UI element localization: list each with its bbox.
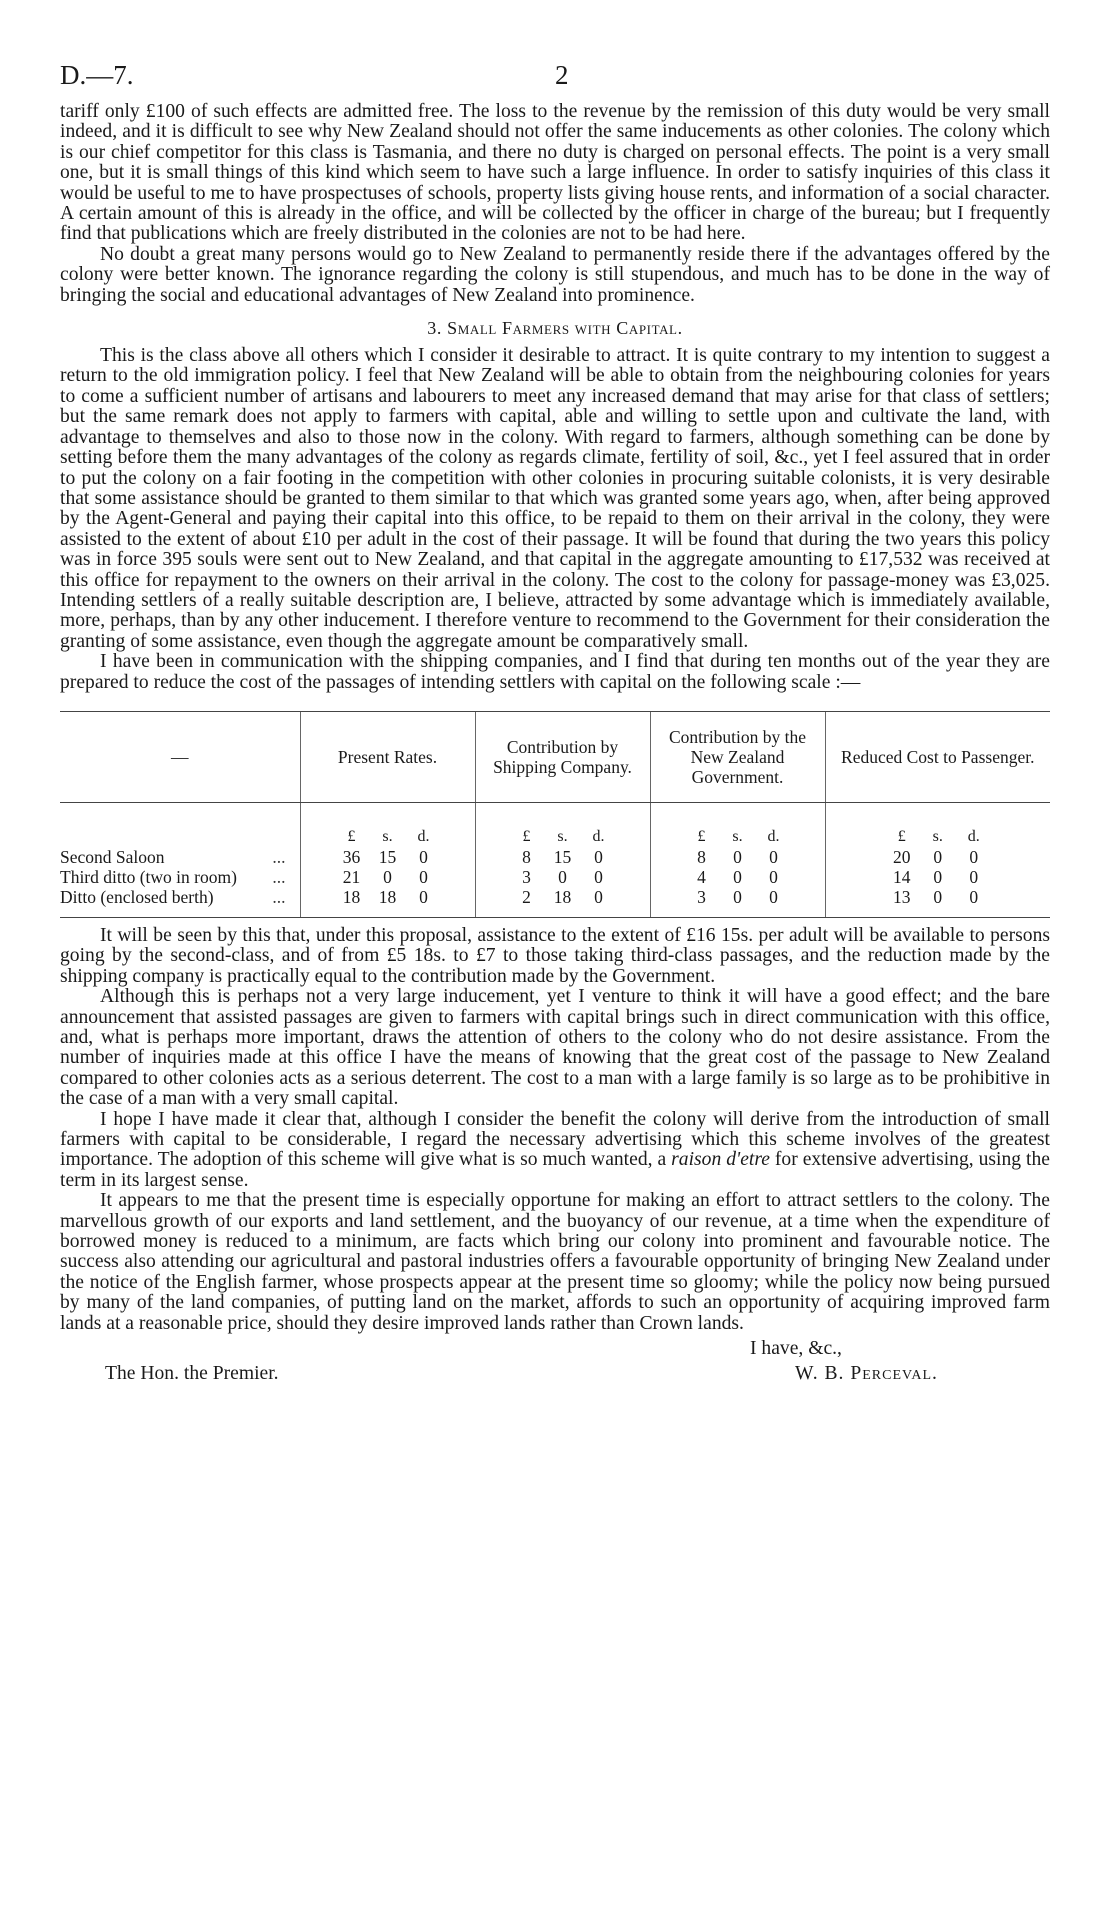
cell-pounds: 4 — [697, 866, 706, 887]
document-reference: D.—7. — [60, 60, 134, 90]
cell-pence: 0 — [969, 846, 979, 867]
table-row — [60, 847, 1050, 867]
cell-pence: 0 — [594, 846, 603, 867]
passage-rates-table — [60, 711, 1050, 918]
cell-pounds: 8 — [522, 846, 531, 867]
closing-line: I have, &c., — [750, 1338, 842, 1360]
unit-pounds: £ — [347, 827, 356, 845]
paragraph: tariff only £100 of such effects are admitted free. The loss to the revenue by the remission of this duty would be very small indeed, and it is difficult to see why New Zealand should not offer the same inducements as other colonies. The colony which is our chief competitor for this class is Tasmania, and there no duty is charged on personal effects. The point is a very small one, but it is small things of this kind which seem to have such a large influence. In order to satisfy inquiries of this class it would be useful to me to have prospectuses of schools, property lists giving house rents, and information of a social character. A certain amount of this is already in the office, and will be collected by the officer in charge of the bureau; but I frequently find that publications which are freely distributed in the colonies are not to be had here. — [60, 101, 1050, 245]
cell-shillings: 0 — [933, 866, 943, 887]
unit-pence: d. — [592, 827, 605, 845]
leader-dots: ... — [272, 886, 286, 907]
unit-shillings: s. — [732, 827, 743, 845]
cell-shillings: 15 — [553, 846, 572, 867]
unit-pounds: £ — [522, 827, 531, 845]
cell-pounds: 13 — [893, 886, 911, 907]
cell-pence: 0 — [594, 866, 603, 887]
paragraph: It will be seen by this that, under this proposal, assistance to the extent of £16 15s. per adult will be available to persons going by the second-class, and of from £5 18s. to £7 to those taking third-class passages, and the reduction made by the shipping company is practically equal to the contribution made by the Government. — [60, 924, 1050, 987]
cell-shillings: 0 — [933, 846, 943, 867]
unit-pence: d. — [767, 827, 780, 845]
leader-dots: ... — [272, 846, 286, 867]
cell-pence: 0 — [769, 866, 778, 887]
column-header-shipping-contribution: Contribution by Shipping Company. — [475, 711, 650, 802]
unit-pounds: £ — [897, 827, 906, 845]
cell-shillings: 0 — [733, 886, 742, 907]
cell-pounds: 21 — [342, 866, 361, 887]
table-row — [60, 887, 1050, 918]
cell-shillings: 0 — [383, 866, 392, 887]
cell-pounds: 3 — [522, 866, 531, 887]
sign-off — [60, 1338, 1050, 1388]
column-header-label: — — [60, 711, 300, 802]
units-row — [60, 802, 1050, 847]
page-number: 2 — [555, 60, 569, 90]
paragraph: Although this is perhaps not a very large inducement, yet I venture to think it will have a good effect; and the bare announcement that assisted passages are given to farmers with capital brings such in direct communication with this office, and, what is perhaps more important, draws the attention of others to the colony who do not desire assistance. From the number of inquiries made at this office I have the means of knowing that the great cost of the passage to New Zealand compared to other colonies acts as a serious deterrent. The cost to a man with a large family is so large as to be prohibitive in the case of a man with a very small capital. — [60, 986, 1050, 1110]
cell-pence: 0 — [769, 846, 778, 867]
cell-pounds: 14 — [893, 866, 911, 887]
paragraph — [60, 1110, 1050, 1192]
cell-shillings: 18 — [553, 886, 572, 907]
page-header — [60, 60, 1050, 102]
text-run: for extensive advertising, using the term in its largest sense. — [60, 1149, 1050, 1191]
row-label: Ditto (enclosed berth) — [60, 886, 214, 907]
cell-pounds: 2 — [522, 886, 531, 907]
text-run: I hope I have made it clear that, although I consider the benefit the colony will derive from the introduction of small farmers with capital to be considerable, I regard the necessary advertising which this scheme involves of the greatest importance. The adoption of this scheme will give what is so much wanted, a — [60, 1108, 1050, 1171]
unit-shillings: s. — [932, 827, 943, 845]
signature: W. B. Perceval. — [795, 1363, 938, 1385]
column-header-government-contribution: Contribution by the New Zealand Government. — [650, 711, 825, 802]
unit-pounds: £ — [697, 827, 706, 845]
row-label: Second Saloon — [60, 846, 165, 867]
addressee: The Hon. the Premier. — [105, 1363, 279, 1385]
table-row — [60, 867, 1050, 887]
paragraph: No doubt a great many persons would go to New Zealand to permanently reside there if the advantages offered by the colony were better known. The ignorance regarding the colony is still stupendous, and much has to be done in the way of bringing the social and educational advantages of New Zealand into prominence. — [60, 243, 1050, 306]
cell-pence: 0 — [419, 886, 428, 907]
leader-dots: ... — [272, 866, 286, 887]
unit-shillings: s. — [382, 827, 393, 845]
cell-pounds: 3 — [697, 886, 706, 907]
cell-shillings: 0 — [933, 886, 943, 907]
unit-shillings: s. — [557, 827, 568, 845]
column-header-present-rates: Present Rates. — [300, 711, 475, 802]
cell-shillings: 18 — [378, 886, 397, 907]
cell-shillings: 0 — [558, 866, 567, 887]
cell-pence: 0 — [419, 846, 428, 867]
section-heading: 3. Small Farmers with Capital. — [427, 318, 683, 339]
paragraph: This is the class above all others which I consider it desirable to attract. It is quite contrary to my intention to suggest a return to the old immigration policy. I feel that New Zealand will be able to obtain from the neighbouring colonies for years to come a sufficient number of artisans and labourers to meet any increased demand that may arise for that class of settlers; but the same remark does not apply to farmers with capital, able and willing to settle upon and cultivate the land, with advantage to themselves and also to those now in the colony. With regard to farmers, although something can be done by setting before them the many advantages of the colony as regards climate, fertility of soil, &c., yet I feel assured that in order to put the colony on a fair footing in the competition with other colonies in procuring suitable colonists, it is very desirable that some assistance should be granted to them similar to that which was granted some years ago, when, after being approved by the Agent-General and paying their capital into this office, to be repaid to them on their arrival in the colony, they were assisted to the extent of about £10 per adult in the cost of their passage. It will be found that during the two years this policy was in force 395 souls were sent out to New Zealand, and that capital in the aggregate amounting to £17,532 was received at this office for repayment to the owners on their arrival in the colony. The cost to the colony for passage-money was £3,025. Intending settlers of a really suitable description are, I believe, attracted by some advantage which is immediately available, more, perhaps, than by any other inducement. I therefore venture to recommend to the Government for their consideration the granting of some assistance, even though the aggregate amount be comparatively small. — [60, 345, 1050, 652]
unit-pence: d. — [967, 827, 980, 845]
row-label: Third ditto (two in room) — [60, 866, 237, 887]
cell-pence: 0 — [769, 886, 778, 907]
italic-phrase: raison d'etre — [671, 1149, 770, 1171]
cell-pounds: 20 — [893, 846, 911, 867]
cell-pence: 0 — [969, 886, 979, 907]
cell-shillings: 0 — [733, 866, 742, 887]
cell-pence: 0 — [594, 886, 603, 907]
cell-shillings: 15 — [378, 846, 397, 867]
cell-pounds: 36 — [342, 846, 361, 867]
cell-pounds: 18 — [342, 886, 361, 907]
cell-shillings: 0 — [733, 846, 742, 867]
paragraph: I have been in communication with the shipping companies, and I find that during ten months out of the year they are prepared to reduce the cost of the passages of intending settlers with capital on the following scale :— — [60, 651, 1050, 693]
paragraph: It appears to me that the present time is especially opportune for making an effort to attract settlers to the colony. The marvellous growth of our exports and land settlement, and the buoyancy of our revenue, at a time when the expenditure of borrowed money is reduced to a minimum, are facts which bring our colony into prominent and favourable notice. The success also attending our agricultural and pastoral industries offers a favourable opportunity of bringing New Zealand under the notice of the English farmer, whose prospects appear at the present time so gloomy; while the policy now being pursued by many of the land companies, of putting land on the market, affords to such an opportunity of acquiring improved farm lands at a reasonable price, should they desire improved lands rather than Crown lands. — [60, 1190, 1050, 1334]
cell-pence: 0 — [969, 866, 979, 887]
cell-pounds: 8 — [697, 846, 706, 867]
unit-pence: d. — [417, 827, 430, 845]
document-page — [60, 60, 1050, 1388]
column-header-reduced-cost: Reduced Cost to Passenger. — [825, 711, 1050, 802]
table-header-row — [60, 711, 1050, 802]
cell-pence: 0 — [419, 866, 428, 887]
